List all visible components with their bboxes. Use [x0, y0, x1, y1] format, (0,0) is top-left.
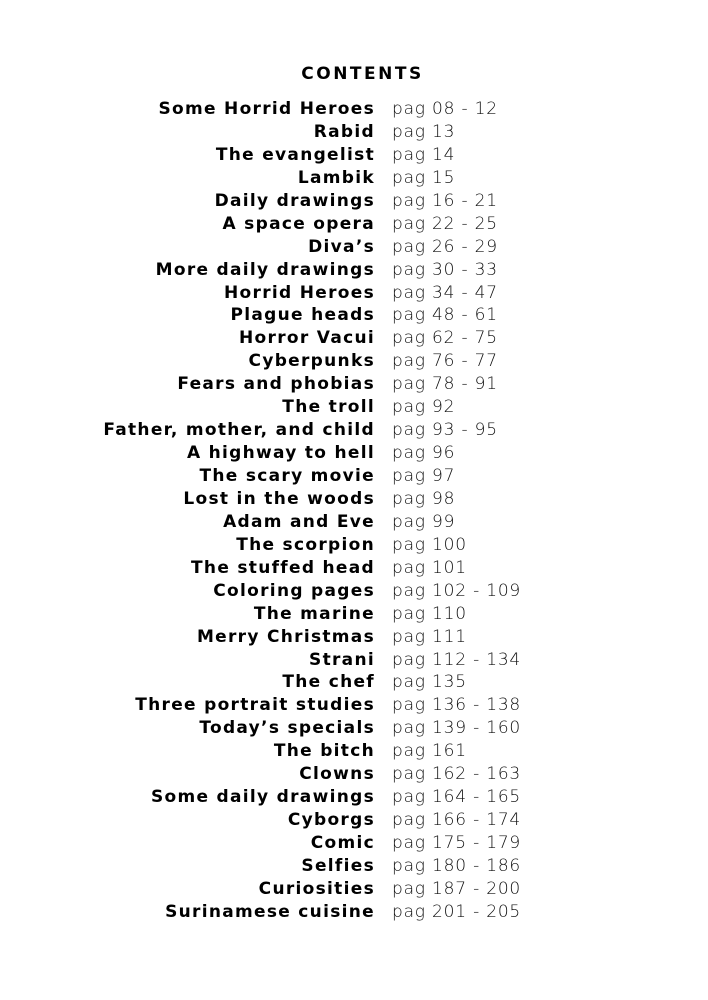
toc-entry [0, 350, 708, 373]
toc-entry-title: More daily drawings [155, 259, 375, 280]
toc-entry-title: The bitch [273, 741, 375, 762]
toc-entry [0, 488, 708, 511]
toc-entry-pages: pag 139 - 160 [392, 718, 522, 739]
toc-entry [0, 557, 708, 580]
toc-entry-title: Three portrait studies [135, 695, 375, 716]
toc-entry [0, 649, 708, 672]
toc-entry-pages: pag 101 [392, 557, 467, 578]
toc-entry-title: Rabid [313, 121, 375, 142]
toc-entry [0, 236, 708, 259]
toc-entry-pages: pag 22 - 25 [392, 213, 498, 234]
toc-entry [0, 121, 708, 144]
toc-entry [0, 626, 708, 649]
contents-heading: CONTENTS [301, 64, 424, 84]
toc-entry-pages: pag 13 [392, 121, 456, 142]
toc-entry-title: Lambik [297, 167, 375, 188]
toc-entry [0, 763, 708, 786]
toc-entry-title: The stuffed head [191, 557, 375, 578]
toc-entry-pages: pag 97 [392, 466, 456, 486]
toc-entry-title: The scorpion [236, 534, 375, 555]
toc-entry [0, 717, 708, 740]
toc-entry-title: The evangelist [215, 144, 375, 165]
toc-entry [0, 259, 708, 282]
toc-entry-pages: pag 98 [392, 488, 456, 509]
toc-entry-title: Comic [310, 833, 375, 853]
toc-entry [0, 213, 708, 236]
toc-entry [0, 832, 708, 855]
toc-entry-title: Daily drawings [214, 190, 375, 211]
toc-entry [0, 740, 708, 763]
toc-entry [0, 465, 708, 488]
toc-entry-pages: pag 62 - 75 [392, 328, 498, 349]
toc-entry-pages: pag 136 - 138 [392, 695, 522, 716]
toc-entry-title: Curiosities [258, 878, 375, 899]
toc-entry [0, 98, 708, 121]
toc-entry-title: Strani [309, 649, 375, 670]
toc-entry-pages: pag 201 - 205 [392, 901, 522, 922]
toc-entry [0, 534, 708, 557]
toc-entry-title: The marine [253, 603, 375, 624]
toc-entry-title: The scary movie [199, 466, 375, 486]
toc-entry-pages: pag 92 [392, 397, 456, 418]
toc-entry [0, 855, 708, 878]
table-of-contents [0, 98, 708, 924]
toc-entry-pages: pag 16 - 21 [392, 190, 498, 211]
toc-entry [0, 603, 708, 626]
toc-entry [0, 396, 708, 419]
toc-entry-pages: pag 76 - 77 [392, 351, 498, 372]
toc-entry-title: The troll [282, 397, 375, 418]
toc-entry-title: Diva’s [308, 236, 375, 257]
toc-entry-pages: pag 100 [392, 534, 467, 555]
toc-entry [0, 809, 708, 832]
toc-entry-pages: pag 161 [392, 741, 467, 762]
toc-entry-title: Fears and phobias [177, 374, 375, 395]
toc-entry-pages: pag 26 - 29 [392, 236, 498, 257]
toc-entry-title: Clowns [299, 764, 375, 785]
toc-entry-title: Surinamese cuisine [165, 901, 375, 922]
toc-entry [0, 878, 708, 901]
toc-entry [0, 580, 708, 603]
toc-entry-title: Some Horrid Heroes [158, 99, 375, 119]
toc-entry-title: Adam and Eve [223, 511, 375, 532]
toc-entry [0, 694, 708, 717]
toc-entry-pages: pag 166 - 174 [392, 810, 522, 831]
toc-entry-pages: pag 135 [392, 672, 467, 693]
toc-entry-pages: pag 48 - 61 [392, 305, 498, 326]
toc-entry-pages: pag 93 - 95 [392, 420, 498, 441]
toc-entry-title: Father, mother, and child [103, 420, 375, 441]
toc-entry-pages: pag 14 [392, 144, 456, 165]
toc-entry-pages: pag 30 - 33 [392, 259, 498, 280]
toc-entry [0, 167, 708, 190]
toc-entry-pages: pag 102 - 109 [392, 580, 522, 601]
toc-entry [0, 304, 708, 327]
toc-entry-pages: pag 175 - 179 [392, 833, 522, 853]
toc-entry-title: A space opera [222, 213, 375, 234]
toc-entry-title: Plague heads [230, 305, 375, 326]
toc-entry-title: Some daily drawings [150, 787, 375, 808]
toc-entry [0, 671, 708, 694]
toc-entry-pages: pag 180 - 186 [392, 855, 522, 876]
toc-entry-pages: pag 08 - 12 [392, 99, 498, 119]
toc-entry [0, 511, 708, 534]
toc-entry-pages: pag 187 - 200 [392, 878, 522, 899]
toc-entry [0, 419, 708, 442]
toc-entry-title: Cyborgs [287, 810, 375, 831]
toc-entry [0, 786, 708, 809]
toc-entry-title: Selfies [301, 855, 375, 876]
toc-entry [0, 327, 708, 350]
toc-entry-pages: pag 78 - 91 [392, 374, 498, 395]
toc-entry [0, 144, 708, 167]
toc-entry [0, 190, 708, 213]
toc-entry-title: Coloring pages [213, 580, 375, 601]
toc-entry-title: Horrid Heroes [224, 282, 375, 303]
toc-entry-pages: pag 162 - 163 [392, 764, 522, 785]
toc-entry-pages: pag 34 - 47 [392, 282, 498, 303]
toc-entry-pages: pag 164 - 165 [392, 787, 522, 808]
toc-entry-pages: pag 99 [392, 511, 456, 532]
toc-entry-pages: pag 112 - 134 [392, 649, 522, 670]
toc-entry-title: Merry Christmas [196, 626, 375, 647]
toc-entry [0, 373, 708, 396]
toc-entry-pages: pag 111 [392, 626, 467, 647]
toc-entry-title: A highway to hell [186, 443, 375, 464]
toc-entry-pages: pag 15 [392, 167, 456, 188]
toc-entry [0, 901, 708, 924]
toc-entry-pages: pag 96 [392, 443, 456, 464]
toc-entry-title: The chef [282, 672, 375, 693]
toc-entry-title: Horror Vacui [239, 328, 375, 349]
toc-entry-pages: pag 110 [392, 603, 467, 624]
toc-entry [0, 442, 708, 465]
toc-entry-title: Today’s specials [199, 718, 375, 739]
toc-entry-title: Lost in the woods [183, 488, 375, 509]
toc-entry-title: Cyberpunks [248, 351, 375, 372]
toc-entry [0, 282, 708, 305]
